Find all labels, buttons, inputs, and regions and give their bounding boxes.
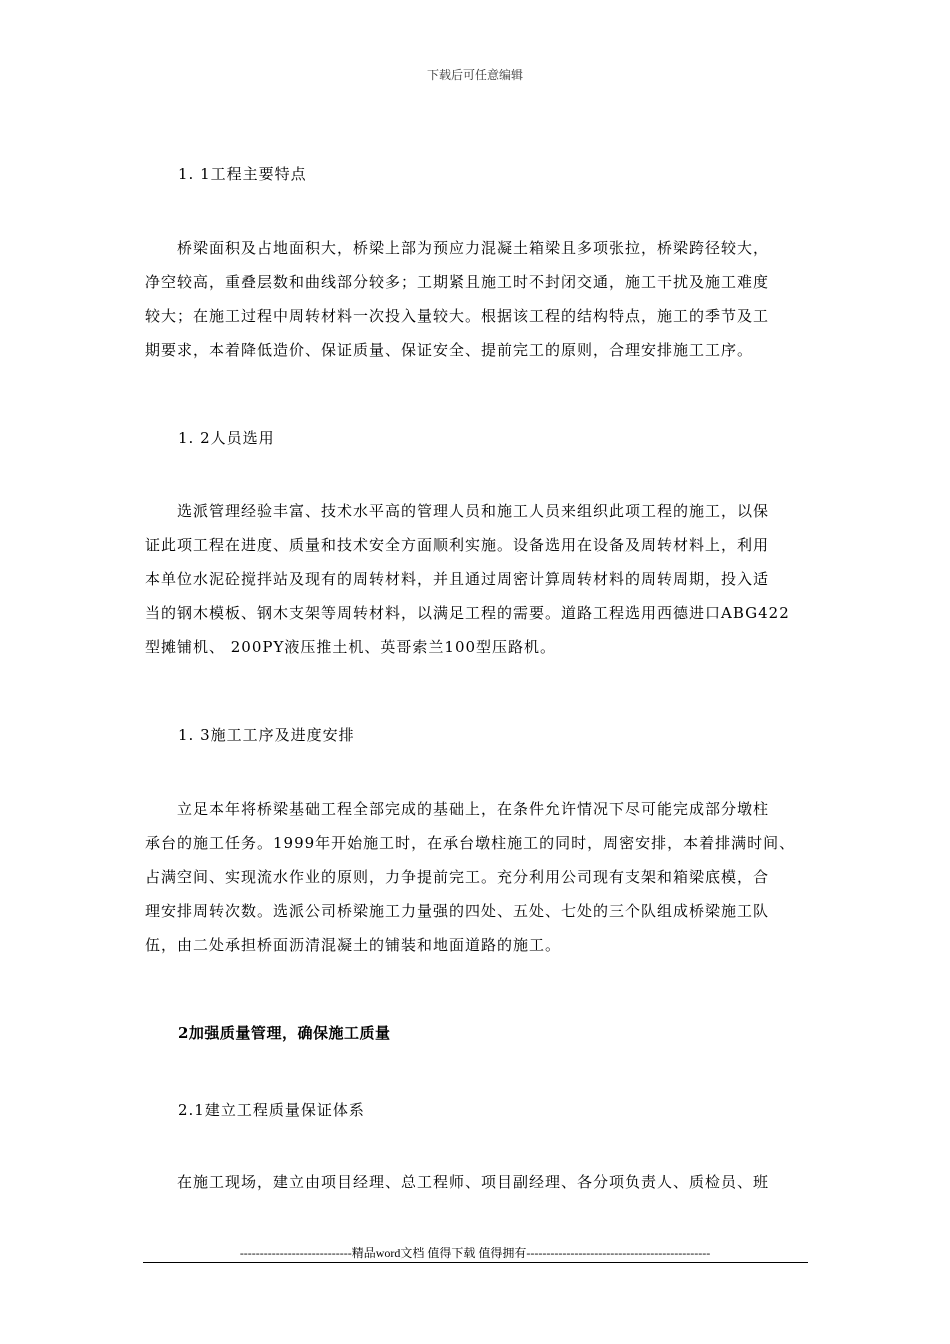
paragraph-line: 净空较高，重叠层数和曲线部分较多；工期紧且施工时不封闭交通，施工干扰及施工难度 [145, 273, 770, 291]
paragraph-line: 本单位水泥砼搅拌站及现有的周转材料，并且通过周密计算周转材料的周转周期，投入适 [145, 570, 770, 588]
paragraph-line: 期要求，本着降低造价、保证质量、保证安全、提前完工的原则，合理安排施工工序。 [145, 341, 754, 359]
paragraph-line: 理安排周转次数。选派公司桥梁施工力量强的四处、五处、七处的三个队组成桥梁施工队 [145, 902, 770, 920]
section-heading-1-2: 1. 2人员选用 [178, 429, 275, 447]
paragraph-line: 占满空间、实现流水作业的原则，力争提前完工。充分利用公司现有支架和箱梁底模，合 [145, 868, 770, 886]
paragraph-2-1 [145, 1165, 815, 1199]
paragraph-line: 立足本年将桥梁基础工程全部完成的基础上，在条件允许情况下尽可能完成部分墩柱 [177, 800, 770, 818]
paragraph-line: 桥梁面积及占地面积大，桥梁上部为预应力混凝土箱梁且多项张拉，桥梁跨径较大， [177, 239, 770, 257]
paragraph-1-2 [145, 494, 815, 664]
paragraph-line: 在施工现场，建立由项目经理、总工程师、项目副经理、各分项负责人、质检员、班 [177, 1173, 770, 1191]
paragraph-line: 型摊铺机、 200PY液压推土机、英哥索兰100型压路机。 [145, 638, 557, 656]
paragraph-line: 较大；在施工过程中周转材料一次投入量较大。根据该工程的结构特点，施工的季节及工 [145, 307, 770, 325]
section-heading-1-3: 1. 3施工工序及进度安排 [178, 726, 355, 744]
paragraph-line: 证此项工程在进度、质量和技术安全方面顺利实施。设备选用在设备及周转材料上，利用 [145, 536, 770, 554]
footer-divider [143, 1262, 808, 1263]
paragraph-line: 选派管理经验丰富、技术水平高的管理人员和施工人员来组织此项工程的施工，以保 [177, 502, 770, 520]
section-heading-1-1: 1. 1工程主要特点 [178, 165, 307, 183]
section-heading-2: 2加强质量管理，确保施工质量 [178, 1024, 391, 1042]
paragraph-1-3 [145, 792, 815, 962]
paragraph-line: 当的钢木模板、钢木支架等周转材料，以满足工程的需要。道路工程选用西德进口ABG422 [145, 604, 790, 622]
section-heading-2-1: 2.1建立工程质量保证体系 [178, 1101, 365, 1119]
paragraph-line: 承台的施工任务。1999年开始施工时，在承台墩柱施工的同时，周密安排，本着排满时间、 [145, 834, 796, 852]
footer-note: ----------------------------精品word文档 值得下载 值得拥有---------------------------------------------- [239, 1246, 711, 1260]
paragraph-line: 伍，由二处承担桥面沥清混凝土的铺装和地面道路的施工。 [145, 936, 562, 954]
paragraph-1-1 [145, 231, 815, 367]
page-header-note: 下载后可任意编辑 [426, 68, 523, 82]
